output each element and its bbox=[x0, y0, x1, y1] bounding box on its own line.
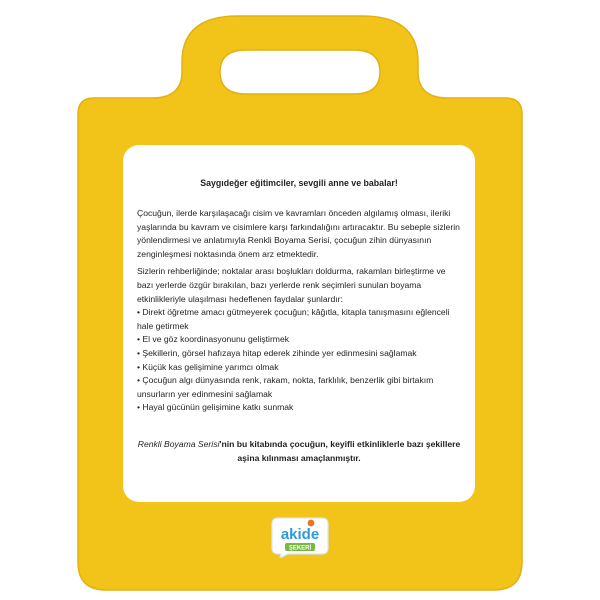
benefit-item: • Şekillerin, görsel hafızaya hitap ederek zihinde yer edinmesini sağlamak bbox=[137, 347, 417, 358]
benefit-list bbox=[137, 306, 461, 415]
parent-info-card bbox=[123, 145, 475, 502]
closing-text: 'nin bu kitabında çocuğun, keyifli etkinliklerle bazı şekillere aşina kılınması amaçlanmıştır. bbox=[219, 439, 461, 463]
benefit-item: • Direkt öğretme amacı gütmeyerek çocuğun; kâğıtla, kitapla tanışmasını eğlenceli hale getirmek bbox=[137, 307, 450, 331]
card-heading: Saygıdeğer eğitimciler, sevgili anne ve babalar! bbox=[200, 178, 398, 188]
benefit-item: • Çocuğun algı dünyasında renk, rakam, nokta, farklılık, benzerlik gibi birtakım unsurların yer edinmesini sağlamak bbox=[137, 375, 434, 399]
benefit-item: • El ve göz koordinasyonunu geliştirmek bbox=[137, 334, 290, 345]
series-name: Renkli Boyama Serisi bbox=[137, 439, 220, 449]
card-body bbox=[137, 207, 461, 415]
benefit-item: • Hayal gücünün gelişimine katkı sunmak bbox=[137, 402, 294, 413]
logo-top-text: akide bbox=[280, 526, 320, 543]
akide-sekeri-logo-icon bbox=[270, 514, 330, 558]
benefit-item: • Küçük kas gelişimine yarımcı olmak bbox=[137, 361, 279, 372]
intro-paragraph: Çocuğun, ilerde karşılaşacağı cisim ve kavramları önceden algılamış olması, ileriki yaşlarında bu kavram ve cisimlere karşı farkındalığını artıracaktır. Bu sebeple sizlerin yönlendirmesi ve anlatımıyla Renkli Boyama Serisi, çocuğun zihin dünyasının zenginleşmesi noktasında önem arz etmektedir. bbox=[137, 208, 460, 259]
closing-statement bbox=[137, 437, 461, 465]
guidance-paragraph: Sizlerin rehberliğinde; noktalar arası boşlukları doldurma, rakamları birleştirme ve bazı yerlerde özgür bırakılan, bazı yerlerde renk seçimleri sunulan boyama etkinlikleriyle ulaşılması hedeflenen faydalar şunlardır: bbox=[137, 266, 446, 304]
logo-bottom-text: ŞEKERİ bbox=[288, 545, 312, 552]
